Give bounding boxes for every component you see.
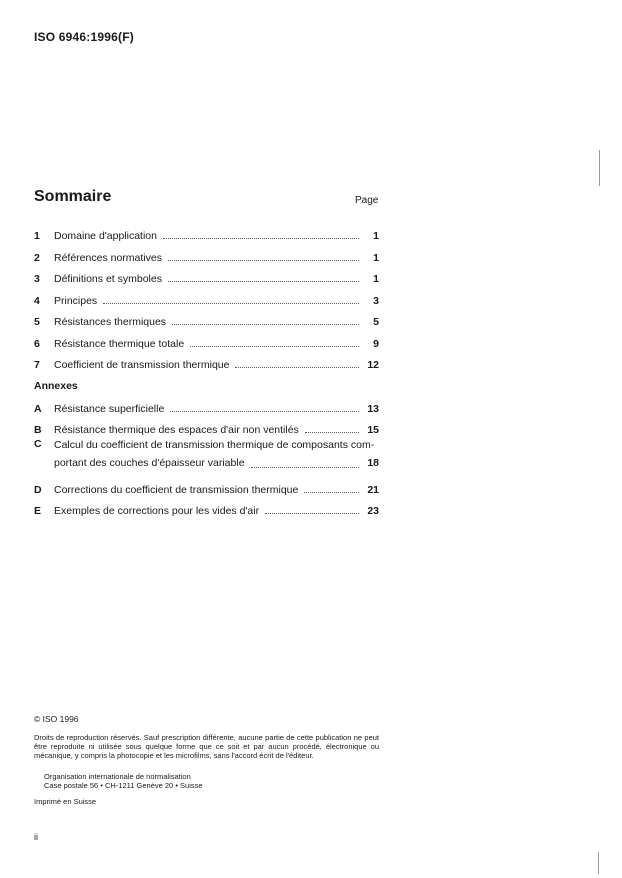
toc-entry-title-block — [54, 438, 379, 471]
toc-entry-2[interactable] — [34, 244, 379, 264]
toc-entry-number: 4 — [34, 294, 40, 307]
toc-leader-dots — [305, 432, 359, 433]
table-of-contents — [34, 222, 379, 519]
toc-entry-number: D — [34, 483, 42, 496]
printed-in: Imprimé en Suisse — [34, 797, 97, 806]
toc-entry-page: 13 — [367, 402, 379, 415]
toc-entry-number: C — [34, 437, 42, 450]
toc-entry-number: 1 — [34, 230, 40, 242]
toc-leader-dots — [235, 367, 359, 368]
toc-entry-title-line2-row — [54, 456, 379, 471]
toc-leader-dots — [265, 513, 359, 514]
toc-entry-number: B — [34, 424, 42, 436]
toc-entry-6[interactable] — [34, 330, 379, 350]
toc-entry-page: 15 — [367, 424, 379, 436]
toc-entry-page: 23 — [367, 505, 379, 517]
toc-entry-page: 21 — [367, 483, 379, 496]
toc-leader-dots — [251, 467, 359, 468]
toc-entry-title: Définitions et symboles — [54, 273, 162, 285]
toc-leader-dots — [103, 303, 359, 304]
scan-edge-mark — [598, 852, 599, 874]
toc-leader-dots — [168, 260, 359, 261]
scan-edge-mark — [599, 150, 600, 186]
toc-annex-a[interactable] — [34, 395, 379, 415]
toc-entry-title: Corrections du coefficient de transmission thermique — [54, 483, 299, 496]
toc-entry-number: A — [34, 402, 42, 415]
toc-page-label: Page — [355, 195, 379, 206]
toc-title: Sommaire — [34, 188, 112, 205]
toc-entry-title: Domaine d'application — [54, 230, 157, 242]
organization-name: Organisation internationale de normalisation — [44, 772, 191, 781]
toc-entry-page: 1 — [373, 230, 379, 242]
toc-entry-number: 5 — [34, 316, 40, 328]
toc-entry-7[interactable] — [34, 351, 379, 371]
toc-entry-page: 5 — [373, 316, 379, 328]
toc-entry-4[interactable] — [34, 287, 379, 307]
toc-entry-page: 18 — [367, 456, 379, 469]
toc-leader-dots — [304, 492, 359, 493]
toc-entry-number: 7 — [34, 359, 40, 371]
toc-entry-title: Principes — [54, 294, 98, 307]
annexes-heading: Annexes — [34, 379, 78, 392]
toc-entry-page: 9 — [373, 337, 379, 350]
toc-leader-dots — [172, 324, 359, 325]
toc-entry-page: 3 — [373, 294, 379, 307]
toc-entry-number: 6 — [34, 337, 40, 350]
toc-entry-number: 2 — [34, 251, 40, 264]
toc-annex-b[interactable] — [34, 416, 379, 436]
toc-entry-title: Résistance thermique totale — [54, 337, 185, 350]
toc-entry-page: 1 — [373, 273, 379, 285]
toc-entry-title: Résistance superficielle — [54, 402, 165, 415]
toc-entry-3[interactable] — [34, 265, 379, 285]
toc-leader-dots — [163, 238, 359, 239]
copyright-notice: © ISO 1996 — [34, 714, 79, 724]
toc-entry-title-line2: portant des couches d'épaisseur variable — [54, 456, 245, 469]
toc-entry-title: Références normatives — [54, 251, 162, 264]
toc-entry-1[interactable] — [34, 222, 379, 242]
toc-entry-number: E — [34, 505, 42, 517]
toc-entry-title: Coefficient de transmission thermique — [54, 359, 230, 371]
rights-statement: Droits de reproduction réservés. Sauf prescription différente, aucune partie de cette publication ne peut être reproduite ni utilisée sous quelque forme que ce soit et par aucun procédé, électronique ou mécanique, y compris la photocopie et les microfilms, sans l'accord écrit de l'éditeur. — [34, 733, 379, 760]
toc-entry-page: 1 — [373, 251, 379, 264]
toc-leader-dots — [168, 281, 359, 282]
toc-entry-title-line1: Calcul du coefficient de transmission thermique de composants com- — [54, 438, 375, 451]
toc-entry-page: 12 — [367, 359, 379, 371]
toc-leader-dots — [190, 346, 359, 347]
document-code: ISO 6946:1996(F) — [34, 30, 134, 44]
toc-entry-title: Résistances thermiques — [54, 316, 167, 328]
toc-annex-e[interactable] — [34, 497, 379, 517]
toc-entry-title: Résistance thermique des espaces d'air non ventilés — [54, 424, 299, 436]
toc-entry-title: Exemples de corrections pour les vides d'air — [54, 505, 260, 517]
toc-annex-c[interactable] — [34, 438, 379, 471]
organization-postal-address: Case postale 56 • CH-1211 Genève 20 • Suisse — [44, 781, 203, 790]
toc-leader-dots — [170, 411, 359, 412]
toc-entry-5[interactable] — [34, 308, 379, 328]
organization-address — [44, 772, 203, 790]
toc-annex-d[interactable] — [34, 476, 379, 496]
toc-entry-number: 3 — [34, 273, 40, 285]
page-folio: ii — [34, 832, 38, 842]
